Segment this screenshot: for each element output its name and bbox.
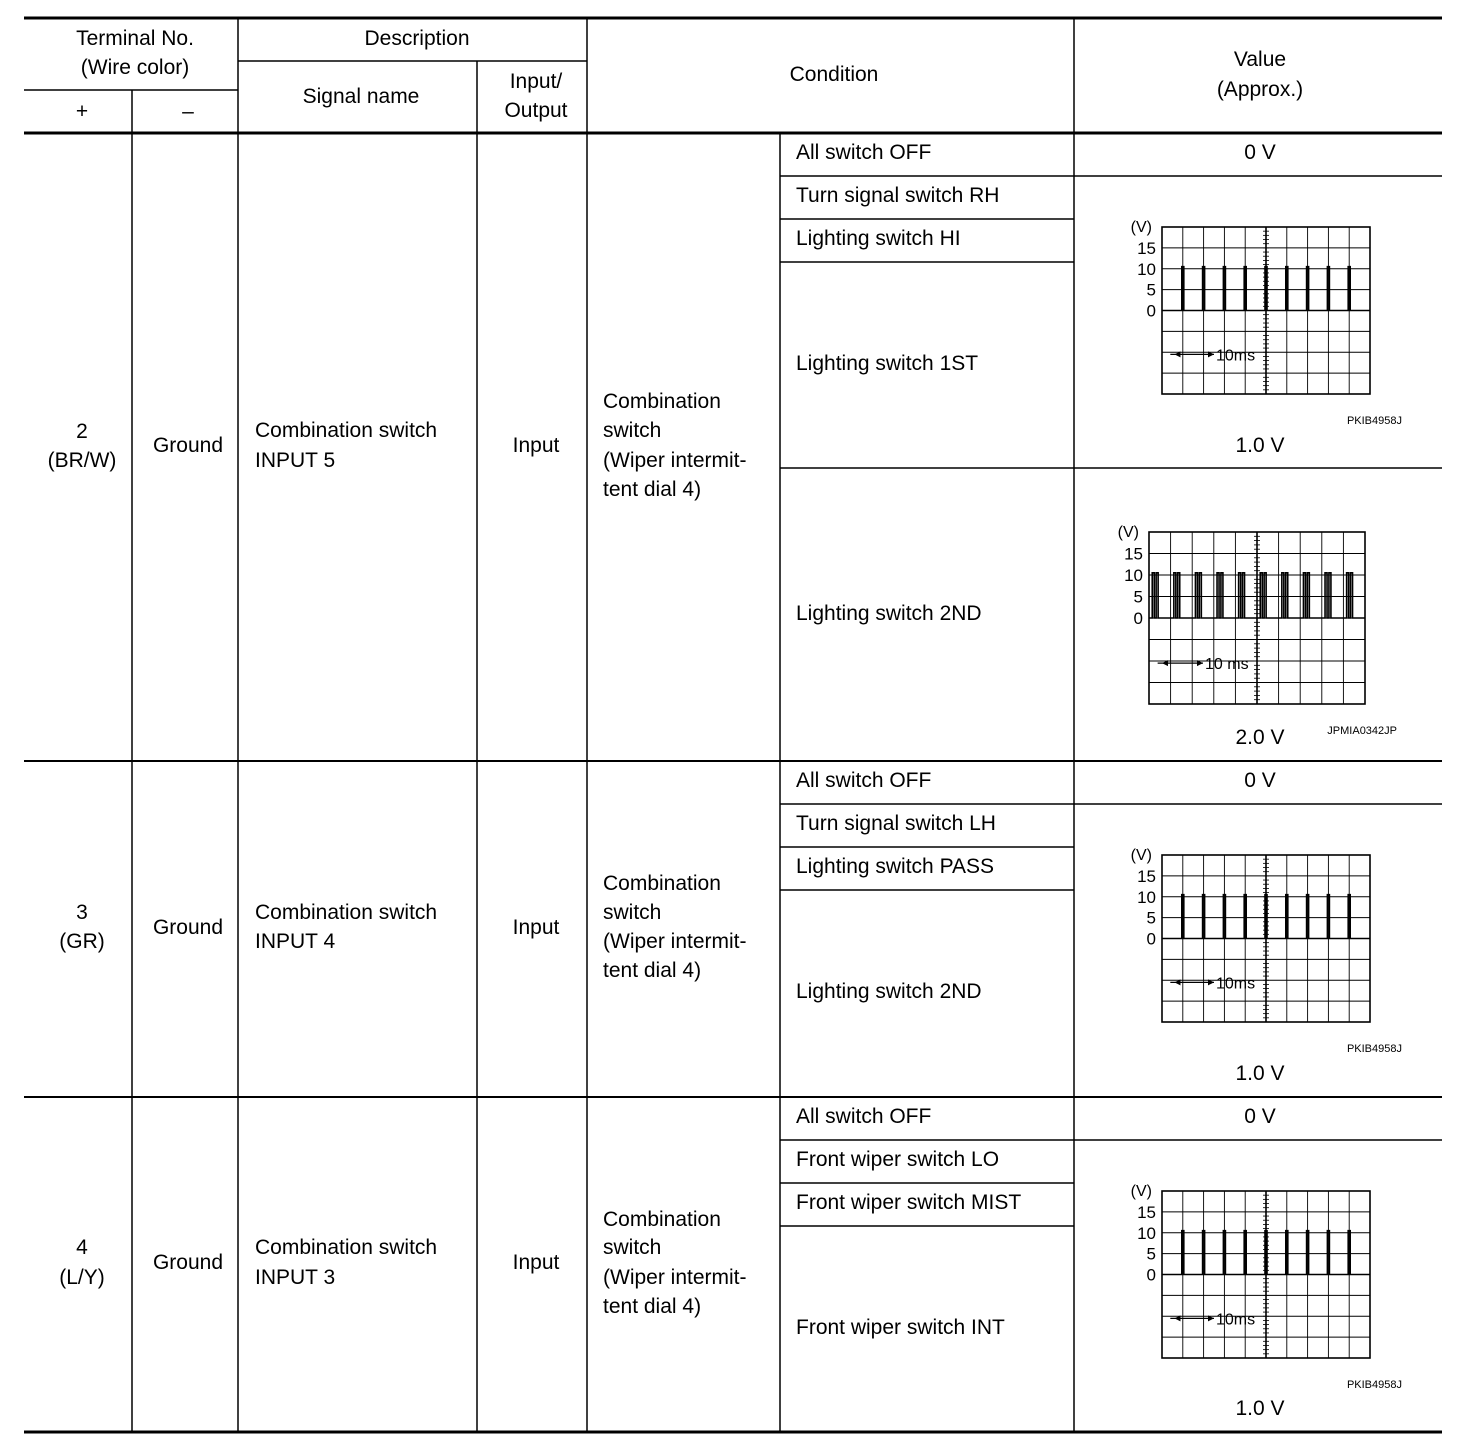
- signal-name-line1: Combination switch: [255, 419, 438, 442]
- scope-time-label: 10 ms: [1205, 656, 1249, 674]
- value-text: 0 V: [1244, 141, 1276, 164]
- scope-figure-code: PKIB4958J: [1346, 415, 1402, 427]
- wire-color: (BR/W): [47, 449, 117, 472]
- sub-condition: Lighting switch 2ND: [796, 602, 982, 625]
- scope-y-tick-label: 0: [1146, 301, 1156, 321]
- sub-condition: Front wiper switch INT: [796, 1316, 1005, 1339]
- sub-condition: All switch OFF: [796, 1105, 932, 1128]
- wire-color: (L/Y): [59, 1266, 105, 1289]
- scope-figure-code: JPMIA0342JP: [1327, 725, 1397, 737]
- value-text: 0 V: [1244, 1105, 1276, 1128]
- scope-y-tick-label: 5: [1146, 280, 1156, 300]
- scope-y-tick-label: 10: [1137, 887, 1156, 907]
- header-value-line2: (Approx.): [1216, 78, 1304, 101]
- header-terminal-line2: (Wire color): [80, 56, 190, 79]
- header-terminal-line1: Terminal No.: [76, 27, 194, 50]
- condition-line1: Combination: [603, 872, 721, 895]
- sub-condition: All switch OFF: [796, 769, 932, 792]
- sub-condition: Lighting switch 2ND: [796, 980, 982, 1003]
- signal-name-line1: Combination switch: [255, 901, 438, 924]
- scope-figure-code: PKIB4958J: [1346, 1043, 1402, 1055]
- value-text: 1.0 V: [1235, 1062, 1285, 1085]
- value-text: 1.0 V: [1235, 434, 1285, 457]
- header-minus: –: [182, 100, 194, 123]
- io-label: Input: [512, 916, 560, 939]
- scope-y-tick-label: 0: [1133, 609, 1143, 628]
- scope-y-tick-label: 5: [1146, 1244, 1156, 1264]
- signal-name-line2: INPUT 3: [255, 1266, 336, 1289]
- condition-line3: (Wiper intermit-: [603, 930, 747, 953]
- scope-y-tick-label: 15: [1137, 1202, 1156, 1222]
- condition-line1: Combination: [603, 390, 721, 413]
- header-value-line1: Value: [1233, 48, 1287, 71]
- table-row: [48, 141, 1402, 749]
- scope-y-tick-label: 5: [1146, 908, 1156, 928]
- sub-condition: Lighting switch 1ST: [796, 352, 979, 375]
- table-grid: [24, 18, 1442, 1432]
- ground-label: Ground: [152, 916, 224, 939]
- scope-figure-code: PKIB4958J: [1346, 1379, 1402, 1391]
- sub-condition: Front wiper switch LO: [796, 1148, 1000, 1171]
- scope-time-label: 10ms: [1216, 347, 1256, 365]
- header-condition: Condition: [789, 63, 879, 86]
- scope-y-tick-label: 0: [1146, 1265, 1156, 1285]
- scope-y-tick-label: 10: [1137, 1223, 1156, 1243]
- oscilloscope-waveform: [1131, 219, 1402, 427]
- value-text: 0 V: [1244, 769, 1276, 792]
- io-label: Input: [512, 1251, 560, 1274]
- header-description: Description: [364, 27, 470, 50]
- condition-line3: (Wiper intermit-: [603, 1266, 747, 1289]
- wire-color: (GR): [59, 930, 105, 953]
- io-label: Input: [512, 434, 560, 457]
- ground-label: Ground: [152, 434, 224, 457]
- scope-y-tick-label: 15: [1124, 544, 1143, 564]
- scope-unit-label: (V): [1117, 524, 1139, 541]
- scope-y-tick-label: 10: [1124, 566, 1143, 585]
- scope-time-label: 10ms: [1216, 1311, 1256, 1329]
- oscilloscope-waveform: [1131, 847, 1402, 1055]
- ground-label: Ground: [152, 1251, 224, 1274]
- condition-line1: Combination: [603, 1208, 721, 1231]
- header-plus: +: [75, 100, 89, 123]
- sub-condition: Lighting switch HI: [796, 227, 961, 250]
- header-signal-name: Signal name: [302, 85, 420, 108]
- table-row: [59, 1105, 1402, 1420]
- scope-unit-label: (V): [1130, 847, 1152, 864]
- header-io-line2: Output: [504, 99, 568, 122]
- condition-line4: tent dial 4): [603, 478, 702, 501]
- value-text: 1.0 V: [1235, 1397, 1285, 1420]
- scope-y-tick-label: 10: [1137, 259, 1156, 279]
- scope-time-label: 10ms: [1216, 975, 1256, 993]
- condition-line4: tent dial 4): [603, 1295, 702, 1318]
- terminal-number: 3: [76, 901, 88, 924]
- signal-name-line1: Combination switch: [255, 1236, 438, 1259]
- terminal-number: 4: [76, 1236, 88, 1259]
- scope-unit-label: (V): [1130, 219, 1152, 236]
- signal-name-line2: INPUT 4: [255, 930, 336, 953]
- sub-condition: Front wiper switch MIST: [796, 1191, 1022, 1214]
- sub-condition: Lighting switch PASS: [796, 855, 995, 878]
- condition-line2: switch: [603, 419, 662, 442]
- condition-line2: switch: [603, 901, 662, 924]
- condition-line2: switch: [603, 1236, 662, 1259]
- condition-line4: tent dial 4): [603, 959, 702, 982]
- scope-y-tick-label: 15: [1137, 866, 1156, 886]
- terminal-number: 2: [76, 420, 88, 443]
- oscilloscope-waveform: [1131, 1183, 1402, 1391]
- signal-name-line2: INPUT 5: [255, 449, 336, 472]
- sub-condition: Turn signal switch LH: [796, 812, 996, 835]
- table-header: [76, 27, 1303, 123]
- scope-unit-label: (V): [1130, 1183, 1152, 1200]
- sub-condition: All switch OFF: [796, 141, 932, 164]
- sub-condition: Turn signal switch RH: [796, 184, 1000, 207]
- scope-y-tick-label: 0: [1146, 929, 1156, 949]
- scope-y-tick-label: 15: [1137, 238, 1156, 258]
- condition-line3: (Wiper intermit-: [603, 449, 747, 472]
- header-io-line1: Input/: [509, 70, 563, 93]
- oscilloscope-waveform: [1118, 524, 1397, 737]
- scope-y-tick-label: 5: [1133, 587, 1143, 607]
- value-text: 2.0 V: [1235, 726, 1285, 749]
- table-row: [59, 769, 1402, 1085]
